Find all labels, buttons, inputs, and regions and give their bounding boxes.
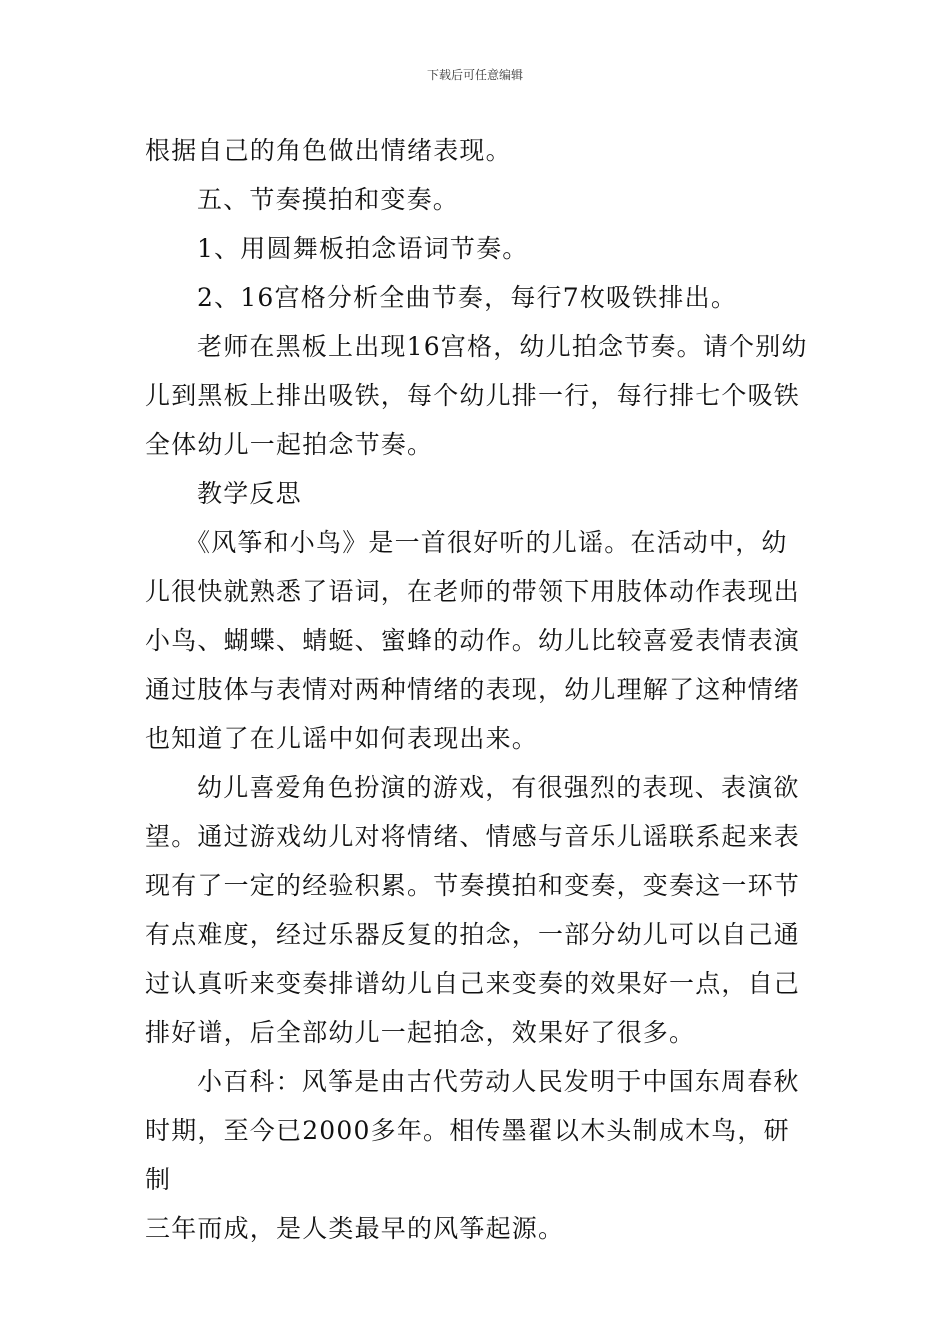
text-line: 根据自己的角色做出情绪表现。	[145, 136, 512, 165]
paragraph-line: 通过肢体与表情对两种情绪的表现，幼儿理解了这种情绪	[145, 675, 801, 704]
paragraph-line: 时期，至今已2000多年。相传墨翟以木头制成木鸟，研制	[145, 1116, 790, 1194]
paragraph-line: 《风筝和小鸟》是一首很好听的儿谣。在活动中，幼	[185, 528, 788, 557]
paragraph-line: 儿很快就熟悉了语词，在老师的带领下用肢体动作表现出	[145, 577, 801, 606]
paragraph-line: 儿到黑板上排出吸铁，每个幼儿排一行，每行排七个吸铁	[145, 381, 801, 410]
paragraph-line: 幼儿喜爱角色扮演的游戏，有很强烈的表现、表演欲	[197, 773, 800, 802]
section-heading: 教学反思	[197, 479, 302, 508]
paragraph-line: 全体幼儿一起拍念节奏。	[145, 430, 434, 459]
section-heading: 五、节奏摸拍和变奏。	[197, 185, 460, 214]
paragraph-line: 小百科：风筝是由古代劳动人民发明于中国东周春秋	[197, 1067, 800, 1096]
list-item: 2、16宫格分析全曲节奏，每行7枚吸铁排出。	[197, 283, 738, 312]
paragraph-line: 小鸟、蝴蝶、蜻蜓、蜜蜂的动作。幼儿比较喜爱表情表演	[145, 626, 801, 655]
paragraph-line: 老师在黑板上出现16宫格，幼儿拍念节奏。请个别幼	[197, 332, 808, 361]
list-item: 1、用圆舞板拍念语词节奏。	[197, 234, 529, 263]
page-header: 下载后可任意编辑	[426, 68, 523, 82]
paragraph-line: 望。通过游戏幼儿对将情绪、情感与音乐儿谣联系起来表	[145, 822, 801, 851]
paragraph-line: 过认真听来变奏排谱幼儿自己来变奏的效果好一点，自己	[145, 969, 801, 998]
paragraph-line: 三年而成，是人类最早的风筝起源。	[145, 1214, 565, 1243]
paragraph-line: 排好谱，后全部幼儿一起拍念，效果好了很多。	[145, 1018, 696, 1047]
paragraph-line: 有点难度，经过乐器反复的拍念，一部分幼儿可以自己通	[145, 920, 801, 949]
paragraph-line: 现有了一定的经验积累。节奏摸拍和变奏，变奏这一环节	[145, 871, 801, 900]
document-body	[145, 126, 810, 1253]
paragraph-line: 也知道了在儿谣中如何表现出来。	[145, 724, 539, 753]
